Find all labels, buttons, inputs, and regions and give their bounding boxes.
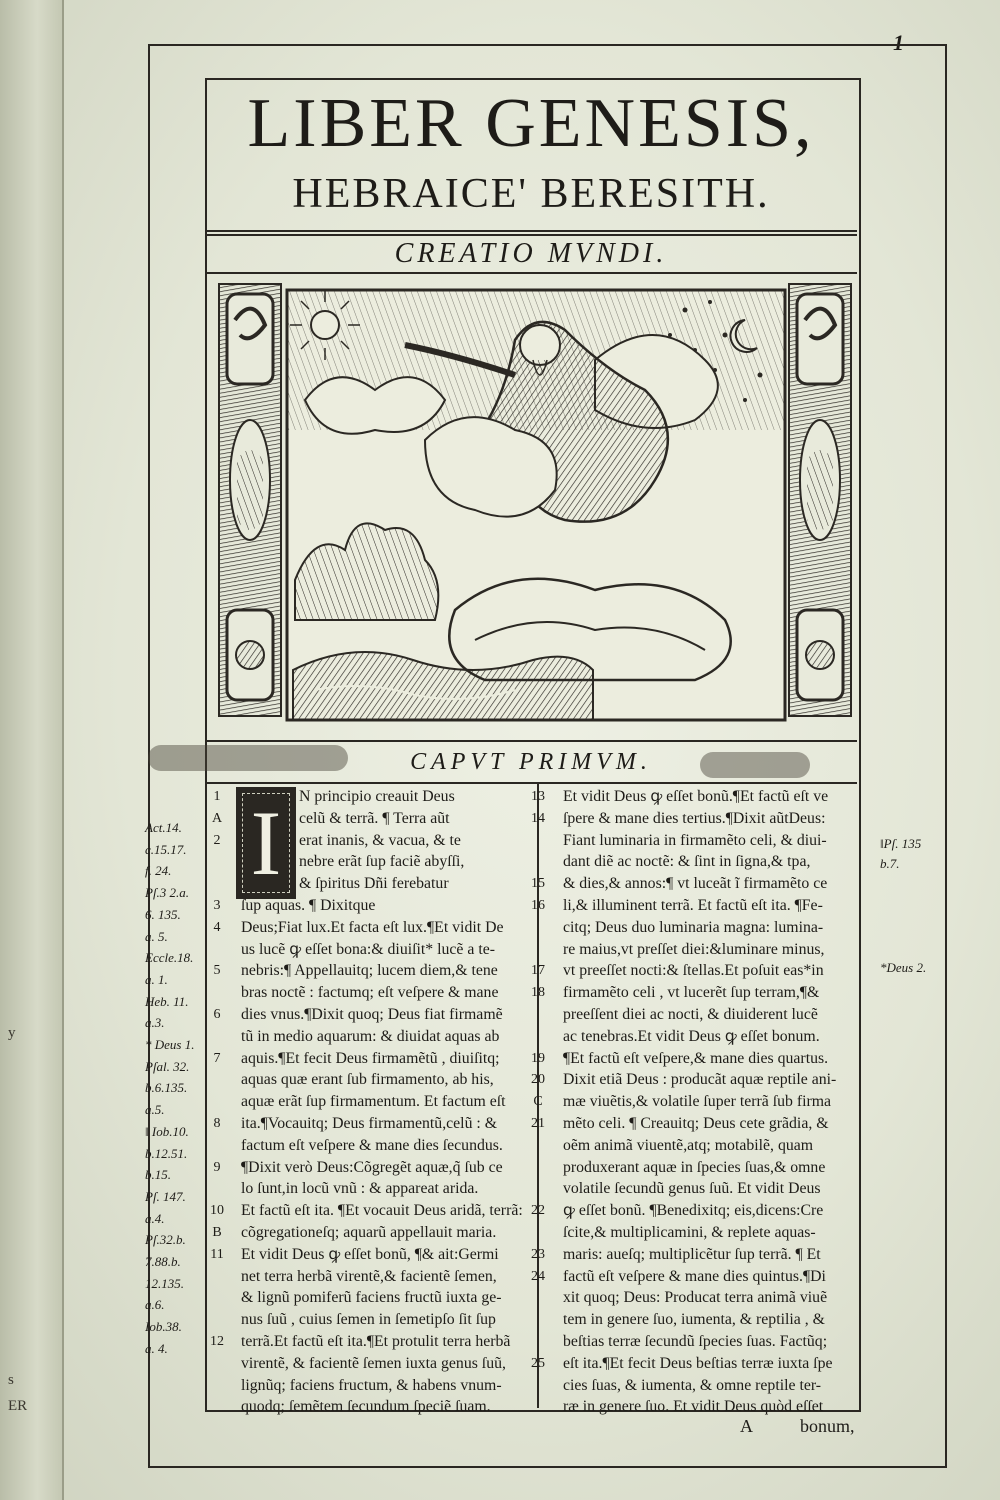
margin-reference: a.6. (145, 1297, 165, 1313)
verse-number: 20 (531, 1072, 545, 1088)
verse-text: maris: aueſq; multiplicẽtur ſup terrã. ¶ Et (563, 1245, 821, 1263)
text-line (563, 1287, 855, 1309)
margin-reference: Eccle.18. (145, 950, 194, 966)
margin-reference: Pſ. 147. (145, 1188, 186, 1204)
verse-number: 24 (531, 1268, 545, 1284)
text-line (241, 939, 536, 961)
margin-reference: a. 1. (145, 971, 168, 987)
verse-text: factum eſt veſpere & mane dies ſecundus. (241, 1136, 503, 1154)
text-line (531, 1244, 855, 1266)
verse-text: quodq; ſemẽtem ſecundum ſpeciẽ ſuam. (241, 1398, 491, 1416)
text-line (563, 917, 855, 939)
text-line (531, 1048, 855, 1070)
margin-reference: a. 5. (145, 928, 168, 944)
verse-text: us lucẽ ꝙ eſſet bona:& diuiſit* lucẽ a te- (241, 940, 496, 958)
verse-text: ræ in genere ſuo. Et vidit Deus quòd eſſet (563, 1398, 824, 1416)
text-line (241, 1266, 536, 1288)
text-line (211, 808, 536, 830)
text-line (241, 1069, 536, 1091)
margin-reference: b.15. (145, 1167, 171, 1183)
text-line (563, 1375, 855, 1397)
chapter-heading: CAPVT PRIMVM. (410, 749, 652, 775)
text-line (531, 1353, 855, 1375)
verse-text: dies vnus.¶Dixit quoq; Deus fiat firmamẽ (241, 1005, 503, 1023)
verse-text: net terra herbã virentẽ,& facientẽ ſemen, (241, 1267, 497, 1285)
verse-number: 1 (213, 789, 221, 804)
margin-reference: Pſal. 32. (145, 1058, 190, 1074)
verse-text: ¶Dixit verò Deus:Cõgregẽt aquæ,q̃ ſub ce (241, 1158, 503, 1176)
text-line (241, 1375, 536, 1397)
verse-number: 6 (213, 1006, 221, 1022)
margin-reference: a.4. (145, 1210, 165, 1226)
verse-text: ſup aquas. ¶ Dixitque (241, 896, 376, 914)
verse-text: aquis.¶Et fecit Deus firmamẽtũ , diuiſitq; (241, 1049, 500, 1067)
verse-number: 2 (213, 832, 221, 848)
margin-reference: f. 24. (145, 863, 172, 879)
verse-number: 11 (210, 1246, 224, 1262)
verse-text: Et vidit Deus ꝙ eſſet bonũ.¶Et factũ eſt ve (563, 788, 829, 805)
text-line (212, 1222, 536, 1244)
verse-text: & lignũ pomiferũ faciens fructũ iuxta ge- (241, 1289, 502, 1307)
verse-number: 21 (531, 1115, 545, 1131)
text-line (563, 830, 855, 852)
verse-text: citq; Deus duo luminaria magna: lumina- (563, 918, 824, 936)
margin-reference: * Deus 1. (145, 1037, 195, 1052)
text-line (241, 1026, 536, 1048)
right-ornament (789, 284, 851, 716)
text-line (563, 939, 855, 961)
verse-text: lignũq; faciens fructum, & habens vnum- (241, 1376, 502, 1394)
text-line (241, 1178, 536, 1200)
verse-text: mẽto celi. ¶ Creauitq; Deus cete grãdia, & (563, 1114, 829, 1132)
text-line (563, 1135, 855, 1157)
text-line (241, 1135, 536, 1157)
verse-number: 9 (213, 1159, 221, 1175)
verse-number: A (211, 810, 223, 826)
catchword: bonum, (800, 1416, 855, 1436)
verse-number: B (212, 1224, 222, 1240)
verse-text: dant diẽ ac noctẽ: & ſint in ſigna,& tpa, (563, 853, 811, 871)
section-subhead: CREATIO MVNDI. (394, 238, 668, 269)
verse-number: 19 (531, 1050, 545, 1066)
verse-text: lo ſunt,in locũ vnũ : & appareat arida. (241, 1180, 479, 1198)
prev-page-fragment: ER (8, 1398, 28, 1414)
verse-text: preeſſent diei ac nocti, & diuiderent lucẽ (563, 1005, 818, 1023)
text-line (563, 1157, 855, 1179)
text-line (531, 808, 855, 830)
creation-woodcut-illustration (215, 280, 855, 730)
verse-text: virentẽ, & facientẽ ſemen iuxta genus ſuũ, (241, 1354, 506, 1372)
margin-reference: *Deus 2. (880, 960, 927, 975)
page-subtitle: HEBRAICE' BERESITH. (292, 171, 770, 217)
verse-text: cies ſuas, & iumenta, & omne reptile ter- (563, 1376, 822, 1394)
verse-text: tem in genere ſuo, iumenta, & reptilia , & (563, 1311, 825, 1329)
verse-text: beſtias terræ ſecundũ ſpecies ſuas. Factũq; (563, 1332, 828, 1350)
previous-page-edge (0, 0, 64, 1500)
verse-number: 22 (531, 1203, 545, 1219)
text-line (213, 1048, 536, 1070)
verse-text: Deus;Fiat lux.Et facta eſt lux.¶Et vidit De (241, 918, 504, 936)
text-line (533, 1091, 855, 1113)
verse-text: xit quoq; Deus: Producat terra animã viuẽ (563, 1289, 828, 1307)
margin-reference: 6. 135. (145, 906, 181, 922)
verse-text: eſt ita.¶Et fecit Deus beſtias terræ iuxta ſpe (563, 1354, 833, 1372)
text-line (531, 1266, 855, 1288)
verse-text: celũ & terrã. ¶ Terra aũt (299, 809, 450, 827)
verse-text: aquas quæ erant ſub firmamento, ab his, (241, 1071, 494, 1089)
verse-text: volatile ſecundũ genus ſuũ. Et vidit Deus (563, 1180, 821, 1198)
verse-text: aquæ erãt ſup firmamentum. Et factum eſt (241, 1093, 506, 1111)
text-line (241, 1091, 536, 1113)
verse-number: 10 (210, 1203, 224, 1219)
text-line (563, 1331, 855, 1353)
text-line (213, 1113, 536, 1135)
page-title: LIBER GENESIS, (247, 85, 815, 162)
verse-text: produxerant aquæ in ſpecies ſuas,& omne (563, 1158, 826, 1176)
verse-text: N principio creauit Deus (299, 788, 455, 805)
verse-text: mæ viuẽtis,& volatile ſuper terrã ſub firma (563, 1093, 832, 1111)
verse-number: 8 (213, 1115, 221, 1131)
margin-reference: b.7. (880, 856, 900, 871)
verse-number: 15 (531, 876, 545, 892)
right-text-column (531, 786, 855, 1418)
verse-text: nebre erãt ſup faciẽ abyſſi, (299, 853, 465, 871)
folio-number: 1 (893, 30, 904, 55)
verse-text: ac tenebras.Et vidit Deus ꝙ eſſet bonum. (563, 1027, 820, 1045)
verse-text: terrã.Et factũ eſt ita.¶Et protulit terra herbã (241, 1332, 511, 1350)
text-line (531, 960, 855, 982)
text-line (563, 1396, 855, 1418)
text-line (241, 1287, 536, 1309)
text-line (563, 1222, 855, 1244)
verse-text: Fiant luminaria in firmamẽto celi, & diui- (563, 831, 827, 849)
text-line (210, 1331, 536, 1353)
text-line (213, 830, 536, 852)
text-line (531, 1113, 855, 1135)
verse-text: factũ eſt veſpere & mane dies quintus.¶Di (563, 1267, 826, 1285)
verse-number: C (533, 1094, 543, 1110)
verse-text: & dies,& annos:¶ vt luceãt ĩ firmamẽto ce (563, 875, 828, 893)
margin-reference: b.6.135. (145, 1080, 188, 1096)
text-line (213, 786, 536, 808)
margin-reference: 12.135. (145, 1275, 184, 1291)
verse-text: bras noctẽ : factumq; eſt veſpere & mane (241, 984, 499, 1002)
margin-reference: ‖ Iob.10. (145, 1123, 189, 1139)
prev-page-fragment: s (8, 1372, 14, 1388)
verse-text: ¶Et factũ eſt veſpere,& mane dies quartus. (563, 1049, 829, 1067)
verse-text: ſpere & mane dies tertius.¶Dixit aũtDeus: (563, 809, 826, 827)
verse-text: ꝙ eſſet bonũ. ¶Benedixitq; eis,dicens:Cre (563, 1202, 824, 1220)
text-line (241, 1396, 536, 1418)
verse-text: erat inanis, & vacua, & te (299, 831, 461, 849)
verse-text: cõgregationeſq; aquarũ appellauit maria. (241, 1223, 497, 1241)
text-line (241, 982, 536, 1004)
left-ornament (219, 284, 281, 716)
verse-number: 4 (213, 919, 221, 935)
title-block (205, 78, 857, 232)
text-line (531, 1069, 855, 1091)
verse-text: nebris:¶ Appellauitq; lucem diem,& tene (241, 962, 498, 980)
ink-stain (148, 745, 348, 771)
verse-number: 17 (531, 963, 545, 979)
text-line (563, 1004, 855, 1026)
text-line (241, 1353, 536, 1375)
verse-number: 18 (531, 985, 545, 1001)
signature-mark: A (740, 1416, 753, 1436)
margin-reference: ‖Pſ. 135 (880, 836, 922, 851)
margin-reference: Pſ.32.b. (145, 1232, 186, 1248)
text-line (213, 1004, 536, 1026)
verse-text: li,& illuminent terrã. Et factũ eſt ita. ¶Fe- (563, 896, 823, 914)
margin-reference: a. 4. (145, 1340, 168, 1356)
text-line (531, 873, 855, 895)
verse-text: oẽm animã viuentẽ,atq; motabilẽ, quam (563, 1136, 814, 1154)
margin-reference: Iob.38. (145, 1319, 182, 1335)
section-subhead-band (205, 234, 857, 274)
verse-text: vt preeſſet nocti:& ſtellas.Et poſuit eas*in (563, 962, 824, 980)
left-text-column (210, 786, 536, 1418)
verse-number: 23 (531, 1246, 545, 1262)
margin-reference: 7.88.b. (145, 1254, 181, 1269)
verse-text: & ſpiritus Dñi ferebatur (299, 875, 449, 893)
text-line (563, 851, 855, 873)
verse-number: 3 (213, 897, 221, 913)
text-line (210, 1200, 536, 1222)
verse-text: firmamẽto celi , vt lucerẽt ſup terram,¶& (563, 984, 820, 1002)
text-line (213, 1157, 536, 1179)
verse-text: Dixit etiã Deus : producãt aquæ reptile ani- (563, 1071, 837, 1089)
verse-number: 25 (531, 1355, 545, 1371)
ink-stain (700, 752, 810, 778)
text-line (210, 1244, 536, 1266)
verse-number: 5 (213, 963, 221, 979)
verse-number: 16 (531, 897, 545, 913)
margin-reference: a.5. (145, 1102, 165, 1118)
margin-reference: c.15.17. (145, 841, 187, 857)
verse-text: ita.¶Vocauitq; Deus firmamentũ,celũ : & (241, 1114, 498, 1132)
verse-number: 12 (210, 1333, 224, 1349)
text-line (563, 1309, 855, 1331)
verse-number: 13 (531, 789, 545, 804)
sun-figure (311, 311, 339, 339)
prev-page-fragment: y (8, 1025, 16, 1041)
text-line (531, 786, 855, 808)
text-line (241, 851, 536, 873)
verse-text: Et factũ eſt ita. ¶Et vocauit Deus aridã, terrã: (241, 1202, 523, 1220)
verse-number: 7 (213, 1050, 221, 1066)
verse-text: tũ in medio aquarum: & diuidat aquas ab (241, 1027, 500, 1045)
decorated-initial: I (236, 787, 296, 899)
margin-reference: Act.14. (145, 820, 182, 835)
text-line (563, 1178, 855, 1200)
margin-reference: Pſ.3 2.a. (145, 885, 190, 901)
margin-reference: Heb. 11. (145, 993, 189, 1009)
text-line (531, 982, 855, 1004)
margin-reference: a.3. (145, 1015, 165, 1031)
verse-text: re maius,vt preſſet diei:&luminare minus, (563, 940, 825, 958)
text-line (531, 895, 855, 917)
text-line (531, 1200, 855, 1222)
verse-text: nus ſuũ , cuius ſemen in ſemetipſo ſit ſup (241, 1311, 496, 1329)
text-line (213, 960, 536, 982)
creation-scene (287, 290, 785, 720)
text-line (213, 917, 536, 939)
text-line (213, 895, 536, 917)
text-line (563, 1026, 855, 1048)
margin-reference: b.12.51. (145, 1145, 188, 1161)
text-line (241, 873, 536, 895)
verse-text: ſcite,& multiplicamini, & replete aquas- (563, 1223, 816, 1241)
verse-number: 14 (531, 810, 545, 826)
verse-text: Et vidit Deus ꝙ eſſet bonũ, ¶& ait:Germi (241, 1245, 499, 1263)
text-line (241, 1309, 536, 1331)
